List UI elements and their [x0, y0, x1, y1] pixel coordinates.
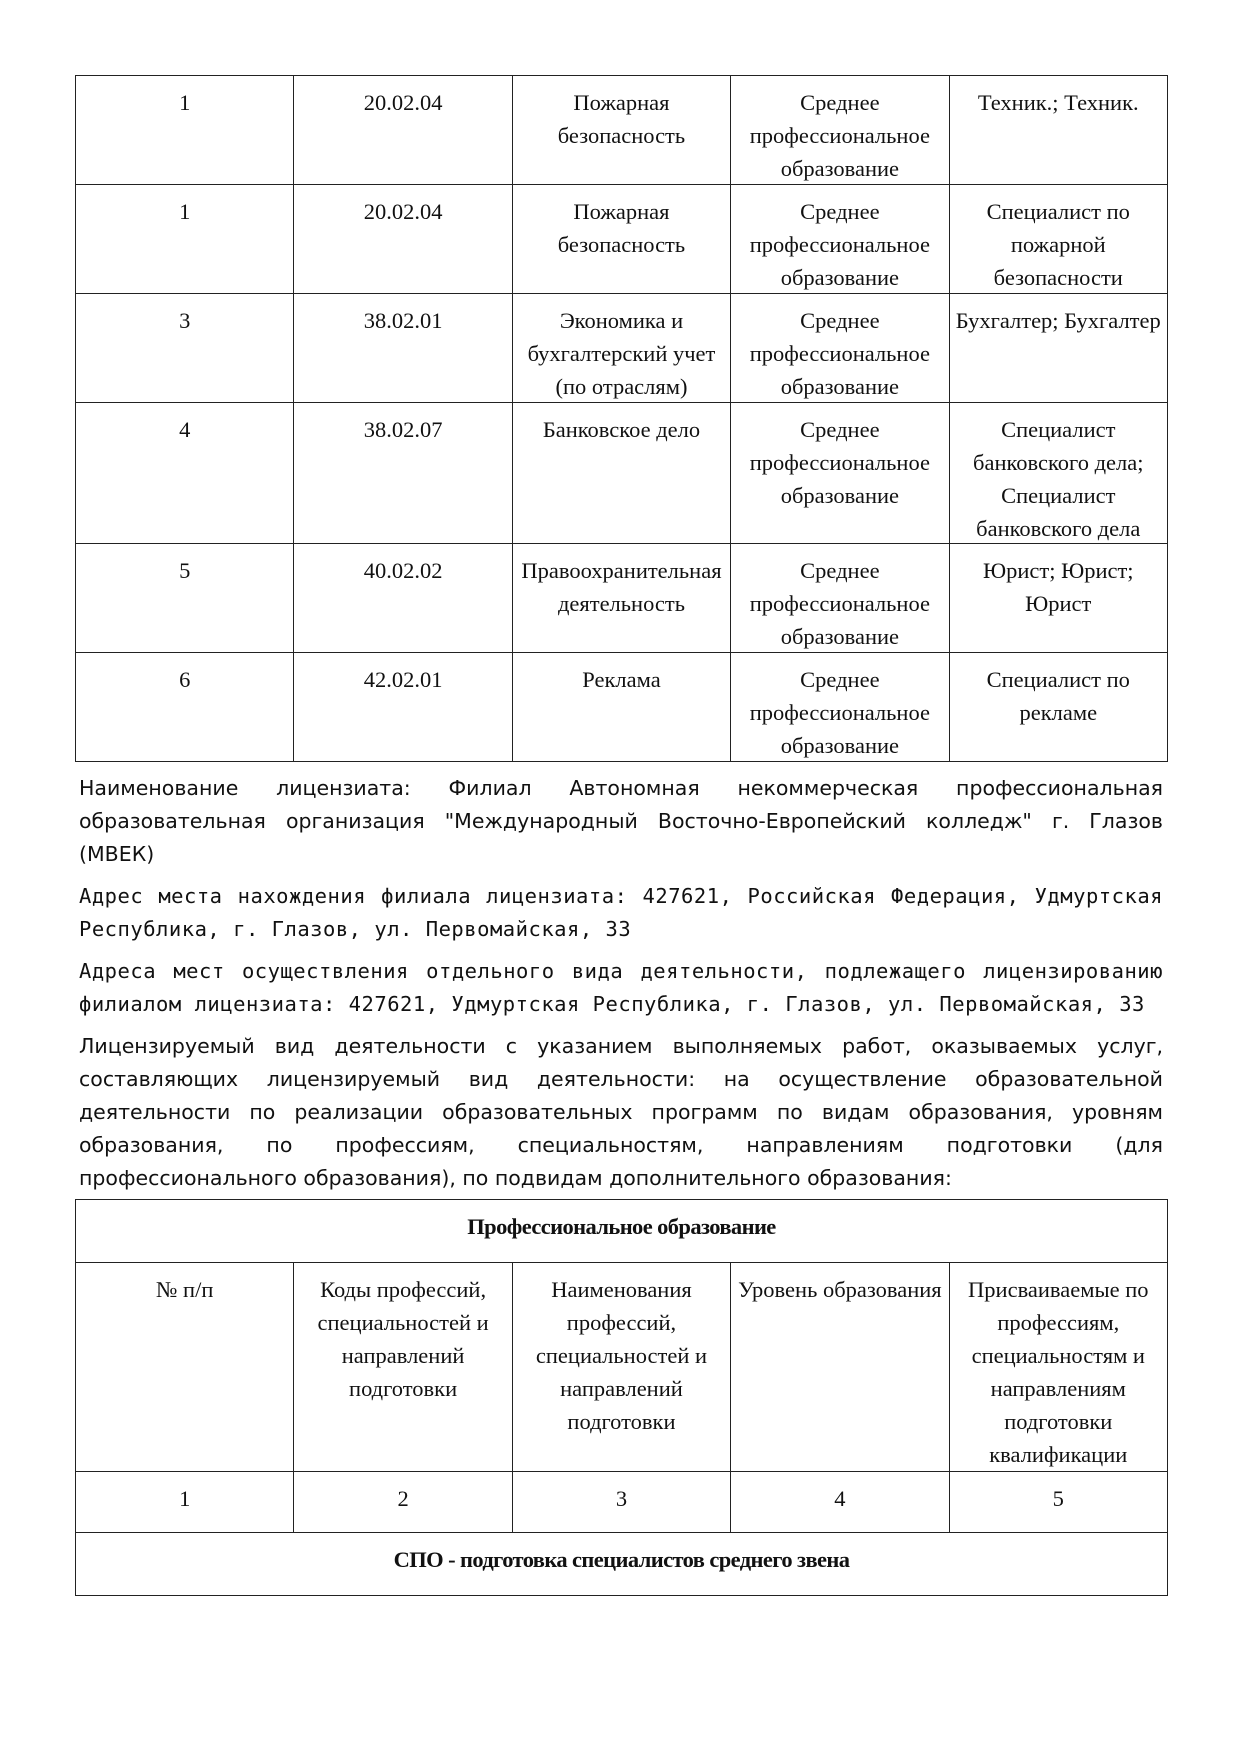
row-code: 38.02.01	[363, 308, 443, 333]
table-row	[76, 185, 1168, 294]
row-name: Реклама	[582, 667, 661, 692]
header-number: № п/п	[155, 1277, 214, 1302]
table-row	[76, 544, 1168, 653]
row-level: Среднее профессиональное образование	[749, 199, 930, 290]
column-number: 2	[397, 1486, 409, 1511]
row-level: Среднее профессиональное образование	[749, 667, 930, 758]
row-level: Среднее профессиональное образование	[749, 308, 930, 399]
table-row	[76, 653, 1168, 762]
licensee-address: Адрес места нахождения филиала лицензиата: 427621, Российская Федерация, Удмуртская Республика, г. Глазов, ул. Первомайская, 33	[79, 884, 1163, 941]
row-code: 38.02.07	[363, 417, 443, 442]
row-name: Пожарная безопасность	[557, 199, 686, 257]
table-row	[76, 403, 1168, 544]
row-level: Среднее профессиональное образование	[749, 90, 930, 181]
row-name: Экономика и бухгалтерский учет (по отраслям)	[527, 308, 716, 399]
row-qualification: Специалист банковского дела; Специалист банковского дела	[973, 417, 1144, 541]
table-title: Профессиональное образование	[467, 1214, 776, 1239]
programs-table	[75, 75, 1168, 762]
row-qualification: Специалист по пожарной безопасности	[986, 199, 1130, 290]
row-name: Пожарная безопасность	[557, 90, 686, 148]
activity-addresses: Адреса мест осуществления отдельного вида деятельности, подлежащего лицензированию филиалом лицензиата: 427621, Удмуртская Республика, г. Глазов, ул. Первомайская, 33	[79, 959, 1163, 1016]
table-row	[76, 76, 1168, 185]
row-code: 42.02.01	[363, 667, 443, 692]
section-row	[76, 1533, 1168, 1596]
row-number: 1	[179, 90, 191, 115]
row-number: 5	[179, 558, 191, 583]
row-qualification: Техник.; Техник.	[977, 90, 1139, 115]
table-header-row	[76, 1263, 1168, 1472]
header-names: Наименования профессий, специальностей и направлений подготовки	[535, 1277, 708, 1434]
licensee-name: Наименование лицензиата: Филиал Автономная некоммерческая профессиональная образовательная организация "Международный Восточно-Европейский колледж" г. Глазов (МВЕК)	[79, 776, 1163, 866]
row-level: Среднее профессиональное образование	[749, 417, 930, 508]
row-name: Банковское дело	[542, 417, 701, 442]
document-page	[75, 75, 1167, 1195]
row-number: 6	[179, 667, 191, 692]
row-number: 3	[179, 308, 191, 333]
row-code: 20.02.04	[363, 90, 443, 115]
header-level: Уровень образования	[738, 1277, 942, 1302]
activity-type: Лицензируемый вид деятельности с указанием выполняемых работ, оказываемых услуг, составляющих лицензируемый вид деятельности: на осуществление образовательной деятельности по реализации образовательных программ по видам образования, уровням образования, по профессиям, специальностям, направлениям подготовки (для профессионального образования), по подвидам дополнительного образования:	[79, 1034, 1163, 1190]
table-row	[76, 294, 1168, 403]
row-number: 1	[179, 199, 191, 224]
row-code: 40.02.02	[363, 558, 443, 583]
header-codes: Коды профессий, специальностей и направлений подготовки	[317, 1277, 489, 1401]
row-level: Среднее профессиональное образование	[749, 558, 930, 649]
header-qualification: Присваиваемые по профессиям, специальностям и направлениям подготовки квалификации	[968, 1277, 1149, 1467]
column-number: 4	[834, 1486, 846, 1511]
column-number: 3	[615, 1486, 628, 1511]
row-number: 4	[179, 417, 191, 442]
section-title: СПО - подготовка специалистов среднего звена	[393, 1547, 850, 1572]
row-qualification: Юрист; Юрист; Юрист	[982, 558, 1134, 616]
row-qualification: Специалист по рекламе	[986, 667, 1130, 725]
column-numbers-row	[76, 1472, 1168, 1533]
professional-education-table	[75, 1199, 1167, 1596]
row-code: 20.02.04	[363, 199, 443, 224]
column-number: 1	[179, 1486, 191, 1511]
row-name: Правоохранительная деятельность	[521, 558, 722, 616]
table-title-row	[76, 1200, 1168, 1263]
column-number: 5	[1052, 1486, 1064, 1511]
row-qualification: Бухгалтер; Бухгалтер	[955, 308, 1161, 333]
